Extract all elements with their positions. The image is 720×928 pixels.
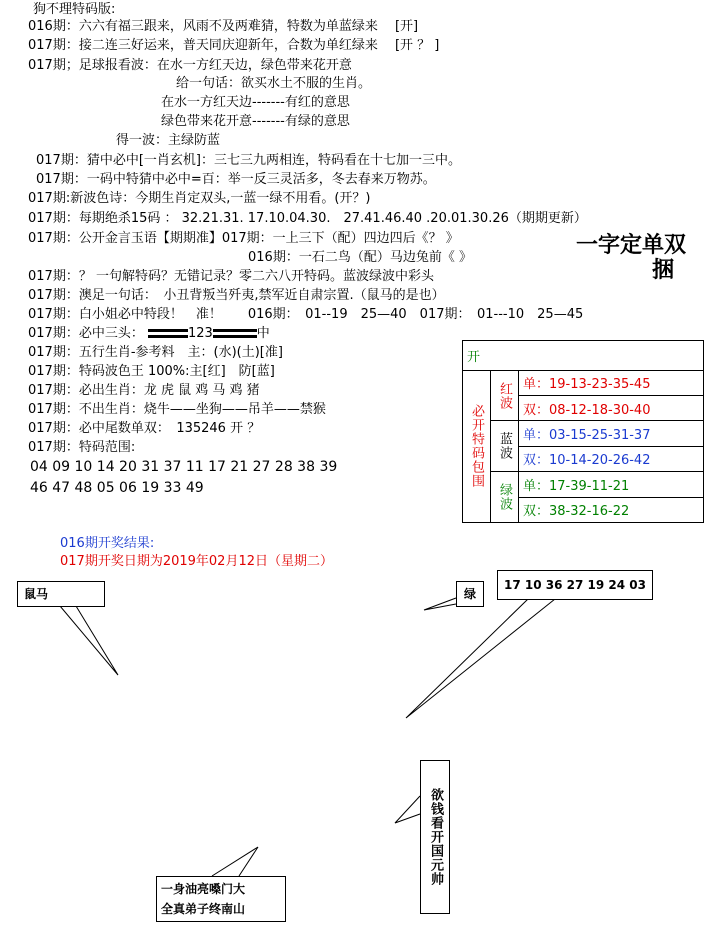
big-sub: 捆 [652,257,675,283]
green-double: 双：38-32-16-22 [519,497,704,522]
line-wave: 得一波：主绿防蓝 [116,133,221,148]
callout-bottom-line2: 全真弟子终南山 [161,902,246,916]
line-tail: 017期：必中尾数单双： 135246 开 ？ [28,421,261,436]
line-016-pair: 016期：一石二鸟（配）马边兔前《 》 [248,250,472,265]
blue-double: 双：10-14-20-26-42 [519,446,704,471]
big-title: 一字定单双 [576,232,687,258]
callout-bottom-line1: 一身油亮嗓门大 [161,882,246,896]
result-date: 017期开奖日期为2019年02月12日（星期二） [60,554,333,569]
table-left-label: 必开特码包围 [463,370,491,522]
line-must-zodiac: 017期：必出生肖：龙 虎 鼠 鸡 马 鸡 猪 [28,383,260,398]
callout-pointer-bottom [212,847,258,876]
blue-single: 单：03-15-25-31-37 [519,421,704,446]
red-double: 双：08-12-18-30-40 [519,396,704,421]
callout-vertical: 欲钱看开国元帅 [420,760,450,914]
line-kill15: 017期：每期绝杀15码 ： 32.21.31. 17.10.04.30. 27.41.46.40 .20.01.30.26（期期更新） [28,211,587,226]
three-heads-suffix: 中 [256,326,270,341]
callout-pointer-vertical [395,796,420,823]
three-heads-label: 017期：必中三头： [28,326,144,341]
callout-pointer-numbers [406,599,555,718]
line-aozu: 017期：澳足一句话： 小丑背叛当歼夷,禁军近自肃宗置.（鼠马的是也） [28,288,445,303]
callout-numbers: 17 10 36 27 19 24 03 [497,570,653,600]
callout-shuma: 鼠马 [17,581,105,607]
line-017-poem: 017期：接二连三好运来，普天同庆迎新年，合数为单红绿来 [开 ？ ] [28,38,440,53]
page-title: 狗不理特码版: [33,2,116,17]
line-color-poem: 017期:新波色诗：今期生肖定双头,一蓝一绿不用看。(开？) [28,191,371,206]
range-numbers-row2: 46 47 48 05 06 19 33 49 [30,480,204,496]
line-yima: 017期：一码中特猜中必中=百：举一反三灵活多，冬去春来万物苏。 [36,172,436,187]
range-numbers-row1: 04 09 10 14 20 31 37 11 17 21 27 28 38 39 [30,459,338,475]
callout-pointer-lv [424,598,456,610]
green-single: 单：17-39-11-21 [519,472,704,497]
red-single: 单：19-13-23-35-45 [519,370,704,395]
green-wave-label: 绿波 [491,472,519,523]
blue-wave-label: 蓝波 [491,421,519,472]
line-football: 017期；足球报看波：在水一方红天边，绿色带来花开意 [28,58,352,73]
line-red-meaning: 在水一方红天边-------有红的意思 [161,95,350,110]
callout-bottom [156,876,286,922]
line-green-meaning: 绿色带来花开意-------有绿的意思 [161,114,350,129]
three-heads-value: 123 [187,326,213,341]
callout-lv: 绿 [456,581,484,607]
line-one-sentence: 017期：？ 一句解特码？无错记录？零二六八开特码。蓝波绿波中彩头 [28,269,434,284]
callout-pointer-shuma [60,606,118,675]
result-title: 016期开奖结果: [60,536,155,551]
line-range-label: 017期：特码范围: [28,440,136,455]
line-016-poem: 016期：六六有福三跟来，风雨不及两难猜，特数为单蓝绿来 [开] [28,19,419,34]
line-not-zodiac: 017期：不出生肖：烧牛——坐狗——吊羊——禁猴 [28,402,326,417]
red-wave-label: 红波 [491,370,519,421]
line-bose: 017期：特码波色王 100%:主[红] 防[蓝] [28,364,275,379]
line-xuanji: 017期：猜中必中[一肖玄机]：三七三九两相连，特码看在十七加一三中。 [36,153,461,168]
line-wuxing: 017期：五行生肖-参考料 主：(水)(土)[准] [28,345,283,360]
table-header: 开 [463,341,704,371]
line-hint: 给一句话：欲买水土不服的生肖。 [176,76,372,91]
line-jinyan: 017期：公开金言玉语【期期准】017期：一上三下（配）四边四后《？ 》 [28,231,459,246]
line-baixiaojie: 017期：白小姐必中特段！ 准！ 016期： 01--19 25—40 017期： 01---10 25—45 [28,307,584,322]
